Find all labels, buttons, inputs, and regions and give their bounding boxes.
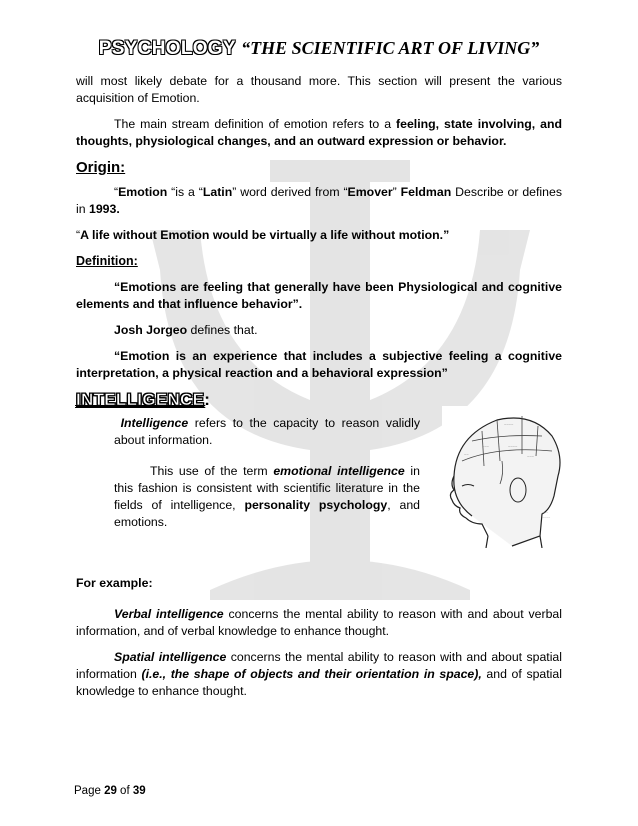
svg-text:~~: ~~ [464,452,469,457]
definition-quote-2 [76,348,562,382]
spatial-paragraph [76,649,562,700]
spatial-description-2: and of spatial knowledge to enhance thought. [76,667,562,698]
page-footer [74,785,146,797]
origin-feldman-word: Feldman [400,185,452,199]
intelligence-paragraph-2 [114,463,420,531]
origin-text-3: ” [392,185,401,199]
motion-quote [76,227,562,244]
origin-text-2: ” word derived from “ [232,185,348,199]
personality-psychology-term: personality psychology [244,498,388,512]
origin-paragraph [76,184,562,218]
intelligence-section [76,415,562,557]
spatial-emphasis: (i.e., the shape of objects and their orientation in space), [141,667,482,681]
ei-text-3: , and emotions. [114,498,420,529]
for-example-heading [76,575,562,592]
footer-page-label: Page [74,785,105,797]
intelligence-description: refers to the capacity to reason validly about information. [114,416,420,447]
svg-text:~~~~: ~~~~ [508,444,518,449]
origin-emotion-word: Emotion [118,185,168,199]
intelligence-paragraph-1 [114,415,420,449]
ei-term: emotional intelligence [273,464,405,478]
origin-text-4: Describe or defines in [76,185,562,216]
definition-text: The main stream definition of emotion refers to a [114,117,397,131]
definition-heading: Definition: [76,254,138,268]
footer-page-number: 29 [104,785,117,797]
page-header [0,38,638,60]
origin-heading: Origin: [76,159,126,176]
definition-emphasis: feeling, state involving, and thoughts, physiological changes, and an outward expression or behavior. [76,117,562,148]
author-line [76,322,562,339]
author-suffix: defines that. [187,323,258,337]
ei-text-1: This use of the term [150,464,274,478]
origin-latin-word: Latin [202,185,233,199]
origin-quote-open: “ [114,185,119,199]
intelligence-term: Intelligence [120,416,189,430]
origin-text-1: “is a “ [167,185,203,199]
verbal-term: Verbal intelligence [114,607,224,621]
origin-emover-word: Emover [347,185,393,199]
spatial-term: Spatial intelligence [114,650,227,664]
definition-quote-2-text: “Emotion is an experience that includes a subjective feeling a cognitive interpretation, a physical reaction and a behavioral expression” [76,349,562,380]
motion-quote-open: “ [76,228,81,242]
document-body [76,73,562,709]
svg-text:~~~: ~~~ [542,511,549,515]
header-subtitle: “THE SCIENTIFIC ART OF LIVING” [241,38,540,58]
author-name: Josh Jorgeo [114,323,188,337]
intelligence-heading-colon: : [204,390,211,409]
intelligence-text [114,415,420,545]
intelligence-heading-text: INTELLIGENCE [76,390,205,409]
svg-text:~~~: ~~~ [527,454,535,459]
svg-text:~~~~: ~~~~ [504,422,514,427]
definition-quote-1-text: “Emotions are feeling that generally have been Physiological and cognitive elements and that influence behavior”. [76,280,562,311]
ei-text-2: in this fashion is consistent with scientific literature in the fields of intelligence, [114,464,420,512]
svg-text:~~~: ~~~ [482,444,490,449]
motion-quote-text: A life without Emotion would be virtually a life without motion.” [80,228,450,242]
emotion-definition-paragraph [76,116,562,150]
header-title: PSYCHOLOGY [98,38,236,59]
footer-page-total: 39 [132,785,146,797]
footer-of-label: of [116,785,133,797]
svg-text:~~~~: ~~~~ [542,516,551,520]
definition-quote-1 [76,279,562,313]
phrenology-head-icon [442,406,564,548]
verbal-paragraph [76,606,562,640]
verbal-description: concerns the mental ability to reason with and about verbal information, and of verbal knowledge to enhance thought. [76,607,562,638]
for-example-heading-text: For example: [76,576,153,590]
intro-paragraph: will most likely debate for a thousand more. This section will present the various acquisition of Emotion. [76,74,562,105]
origin-year: 1993. [89,202,120,216]
spatial-description-1: concerns the mental ability to reason with and about spatial information [76,650,563,681]
